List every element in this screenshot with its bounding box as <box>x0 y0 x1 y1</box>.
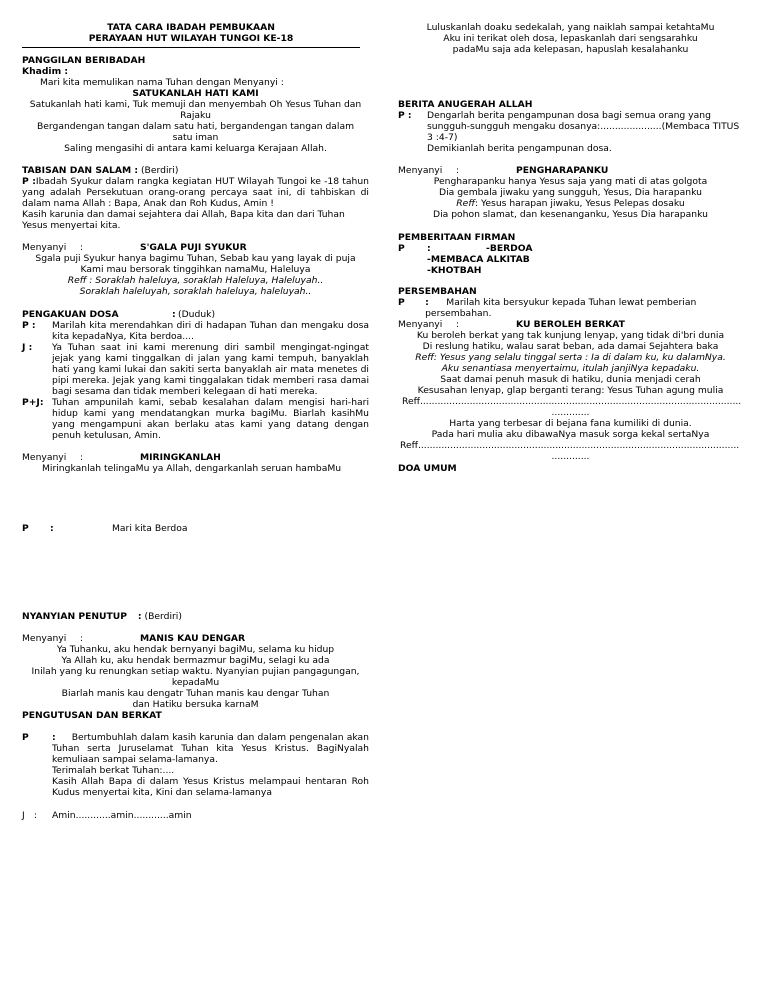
menyanyi-label: Menyanyi <box>22 633 67 644</box>
section-sgala <box>22 242 369 297</box>
colon: : <box>172 309 176 320</box>
heading-doa-umum: DOA UMUM <box>398 463 457 474</box>
heading-pengakuan: PENGAKUAN DOSA <box>22 309 119 320</box>
firman-item: -KHOTBAH <box>427 265 482 276</box>
pengutusan-row <box>22 732 369 798</box>
panggilan-intro: Mari kita memulikan nama Tuhan dengan Menyanyi : <box>40 77 284 88</box>
document-title <box>22 22 360 44</box>
colon: : <box>456 165 460 176</box>
speaker-label: P <box>22 732 29 743</box>
berdoa-text: Mari kita Berdoa <box>112 523 188 534</box>
section-panggilan <box>22 55 369 154</box>
liturgy-text: Marilah kita merendahkan diri di hadapan Tuhan dan mengaku dosa kita kepadaNya, Kita berdoa.... <box>52 320 369 342</box>
heading-penutup: NYANYIAN PENUTUP <box>22 611 127 622</box>
colon: : <box>137 611 142 622</box>
song-title-berkat: KU BEROLEH BERKAT <box>516 319 625 330</box>
speaker-label: P+J: <box>22 397 44 408</box>
speaker-label: P : <box>22 320 36 331</box>
lyric-line: Biarlah manis kau dengatr Tuhan manis kau dengar Tuhan <box>61 688 330 699</box>
amin-row <box>22 810 369 821</box>
section-right-top <box>398 22 743 55</box>
speaker-label: J : <box>22 342 33 353</box>
posture-pengakuan: (Duduk) <box>178 309 216 320</box>
menyanyi-label: Menyanyi <box>22 452 67 463</box>
menyanyi-label: Menyanyi <box>398 165 443 176</box>
colon: : <box>50 523 54 534</box>
speaker-label: P <box>398 297 405 308</box>
firman-item: -BERDOA <box>486 243 533 254</box>
reff-label: Reff <box>415 352 434 363</box>
persembahan-text: Marilah kita bersyukur kepada Tuhan lewat pemberian persembahan. <box>425 297 697 319</box>
speaker-label: P : <box>22 176 36 187</box>
heading-pengutusan: PENGUTUSAN DAN BERKAT <box>22 710 162 721</box>
tabisan-p-text <box>22 176 369 209</box>
reff-text: : Yesus yang selalu tinggal serta : Ia di dalam ku, ku dalamNya. <box>433 352 726 363</box>
section-berdoa <box>22 523 369 534</box>
lyric-line: Luluskanlah doaku sedekalah, yang naiklah sampai ketahtaMu <box>426 22 715 33</box>
tabisan-text: Ibadah Syukur dalam rangka kegiatan HUT Wilayah Tungoi ke -18 tahun yang adalah Persekutuan orang-orang percaya saat ini, di tahbiskan di dalam nama Allah : Bapa, Anak dan Roh Kudus, Amin ! <box>22 176 369 209</box>
lyric-line: Di reslung hatiku, walau sarat beban, ada damai Sejahtera baka <box>422 341 719 352</box>
anugerah-text: Dengarlah berita pengampunan dosa bagi semua orang yang sungguh-sungguh mengaku dosanya:.....................(Membaca TITUS 3 :4-7) <box>427 110 740 143</box>
liturgy-row <box>22 320 369 342</box>
song-title-satukanlah: SATUKANLAH HATI KAMI <box>132 88 259 99</box>
amin-text: Amin............amin............amin <box>52 810 192 821</box>
menyanyi-label: Menyanyi <box>398 319 443 330</box>
section-persembahan <box>398 286 743 462</box>
reff-line <box>398 352 743 363</box>
title-line-1: TATA CARA IBADAH PEMBUKAAN <box>107 22 275 33</box>
heading-firman: PEMBERITAAN FIRMAN <box>398 232 516 243</box>
song-title-pengharapanku: PENGHARAPANKU <box>516 165 609 176</box>
reff-line: Reff : Soraklah haleluya, soraklah Haleluya, Haleluyah.. <box>67 275 324 286</box>
heading-anugerah: BERITA ANUGERAH ALLAH <box>398 99 533 110</box>
colon: : <box>80 452 84 463</box>
lyric-line: Dia pohon slamat, dan kesenanganku, Yesus Dia harapanku <box>433 209 708 220</box>
pengutusan-text <box>52 732 369 765</box>
section-pengakuan <box>22 309 369 441</box>
lyric-line: Harta yang terbesar di bejana fana kumiliki di dunia. <box>449 418 692 429</box>
section-firman <box>398 232 743 276</box>
song-title-miring: MIRINGKANLAH <box>140 452 221 463</box>
lyric-line: Inilah yang ku renungkan setiap waktu. Nyanyian pujian pangagungan, <box>31 666 360 677</box>
lyric-line: Ya Allah ku, aku hendak bermazmur bagiMu, selagi ku ada <box>61 655 330 666</box>
lyric-line: Kami mau bersorak tinggihkan namaMu, Haleluya <box>80 264 311 275</box>
lyric-line: Rajaku <box>180 110 211 121</box>
pengutusan-text-2: Terimalah berkat Tuhan:.... <box>52 765 175 776</box>
colon: : <box>80 242 84 253</box>
lyric-line: Sgala puji Syukur hanya bagimu Tuhan, Sebab kau yang layak di puja <box>35 253 356 264</box>
colon: : <box>80 633 84 644</box>
colon: : <box>427 243 431 254</box>
reff-line: Soraklah haleluyah, soraklah haleluya, haleluyah.. <box>79 286 312 297</box>
lyric-line: kepadaMu <box>171 677 220 688</box>
liturgy-row <box>22 397 369 441</box>
liturgy-row <box>398 110 743 154</box>
reff-dots: Reff.............................................................................................................. <box>402 396 742 407</box>
posture-tabisan: (Berdiri) <box>140 165 179 176</box>
lyric-line: Satukanlah hati kami, Tuk memuji dan menyembah Oh Yesus Tuhan dan <box>29 99 362 110</box>
menyanyi-label: Menyanyi <box>22 242 67 253</box>
lyric-line: Saling mengasihi di antara kami keluarga Kerajaan Allah. <box>64 143 327 154</box>
lyric-line: Aku ini terikat oleh dosa, lepaskanlah dari sengsarahku <box>443 33 698 44</box>
lyric-line: Ku beroleh berkat yang tak kunjung lenyap, yang tidak di'bri dunia <box>416 330 725 341</box>
liturgy-text: Ya Tuhan saat ini kami merenung diri sambil mengingat-ngingat jejak yang kami tinggalkan di jalan yang kami tempuh, banyaklah hati yang kami lukai dan sakiti serta banyaklah air mata menetes di pipi mereka. Jejak yang kami tinggalakan tidak memberi rasa damai bagi sesama dan tidak memberi kelegaan di hati mereka. <box>52 342 369 397</box>
reff-line <box>398 198 743 209</box>
lyric-line: Dia gembala jiwaku yang sungguh, Yesus, Dia harapanku <box>439 187 702 198</box>
speaker-label: P <box>22 523 29 534</box>
lyric-line: Bergandengan tangan dalam satu hati, bergandengan tangan dalam <box>36 121 355 132</box>
title-divider <box>22 47 360 48</box>
lyric-line: Saat damai penuh masuk di hatiku, dunia menjadi cerah <box>440 374 701 385</box>
lyric-line: Ya Tuhanku, aku hendak bernyanyi bagiMu, selama ku hidup <box>56 644 335 655</box>
lyric-line: Kesusahan lenyap, glap berganti terang: Yesus Tuhan agung mulia <box>417 385 724 396</box>
colon: : <box>425 297 429 308</box>
section-anugerah <box>398 99 743 154</box>
posture-penutup: (Berdiri) <box>144 611 182 622</box>
lyric-line: Pada hari mulia aku dibawaNya masuk sorga kekal sertaNya <box>431 429 710 440</box>
song-title-sgala: S'GALA PUJI SYUKUR <box>140 242 247 253</box>
section-manis <box>22 633 369 710</box>
reff-label: Reff <box>456 198 475 209</box>
section-doa-umum <box>398 463 743 474</box>
colon: : <box>34 810 38 821</box>
lyric-line: dan Hatiku bersuka karnaM <box>132 699 259 710</box>
lyric-line: Miringkanlah telingaMu ya Allah, dengarkanlah seruan hambaMu <box>42 463 342 474</box>
speaker-label: P : <box>398 110 412 121</box>
reff-text: : Yesus harapan jiwaku, Yesus Pelepas dosaku <box>474 198 685 209</box>
colon: : <box>456 319 460 330</box>
section-penutup <box>22 611 369 622</box>
heading-panggilan: PANGGILAN BERIBADAH <box>22 55 146 66</box>
song-title-manis: MANIS KAU DENGAR <box>140 633 246 644</box>
khadim-label: Khadim : <box>22 66 69 77</box>
section-pengharapanku <box>398 165 743 220</box>
reff-dots: Reff.............................................................................................................. <box>400 440 740 451</box>
dots: ............. <box>551 407 590 418</box>
heading-tabisan: TABISAN DAN SALAM : <box>22 165 139 176</box>
section-pengutusan <box>22 710 369 721</box>
liturgy-row <box>22 342 369 397</box>
liturgy-text: Tuhan ampunilah kami, sebab kesalahan dalam mengisi hari-hari hidup kami yang mendatangkan murka bagiMu. Biarlah kasihMu yang mengampuni akan berlaku atas kami yang datang dengan penuh ketulusan, Amin. <box>52 397 369 441</box>
pengutusan-text-3: Kasih Allah Bapa di dalam Yesus Kristus melampaui hentaran Roh Kudus menyertai kita, Kini dan selama-lamanya <box>52 776 369 798</box>
speaker-label: J <box>22 810 25 821</box>
section-miring <box>22 452 369 474</box>
lyric-line: padaMu saja ada kelepasan, hapuslah kesalahanku <box>452 44 689 55</box>
anugerah-text-2: Demikianlah berita pengampunan dosa. <box>427 143 612 154</box>
lyric-line: Pengharapanku hanya Yesus saja yang mati di atas golgota <box>433 176 708 187</box>
lyric-line: satu iman <box>172 132 219 143</box>
section-tabisan <box>22 165 369 231</box>
colon: : <box>52 732 56 743</box>
speaker-label: P <box>398 243 405 254</box>
firman-item: -MEMBACA ALKITAB <box>427 254 530 265</box>
pengutusan-body: Bertumbuhlah dalam kasih karunia dan dalam pengenalan akan Tuhan serta Juruselamat Tuhan kita Yesus Kristus. BagiNyalah kemuliaan sampai selama-lamanya. <box>52 732 369 765</box>
dots: ............. <box>551 451 590 462</box>
heading-persembahan: PERSEMBAHAN <box>398 286 477 297</box>
reff-line: Aku senantiasa menyertaimu, itulah janjiNya kepadaku. <box>441 363 700 374</box>
title-line-2: PERAYAAN HUT WILAYAH TUNGOI KE-18 <box>88 33 294 44</box>
tabisan-text-2: Kasih karunia dan damai sejahtera dai Allah, Bapa kita dan dari Tuhan Yesus menyertai kita. <box>22 209 345 231</box>
